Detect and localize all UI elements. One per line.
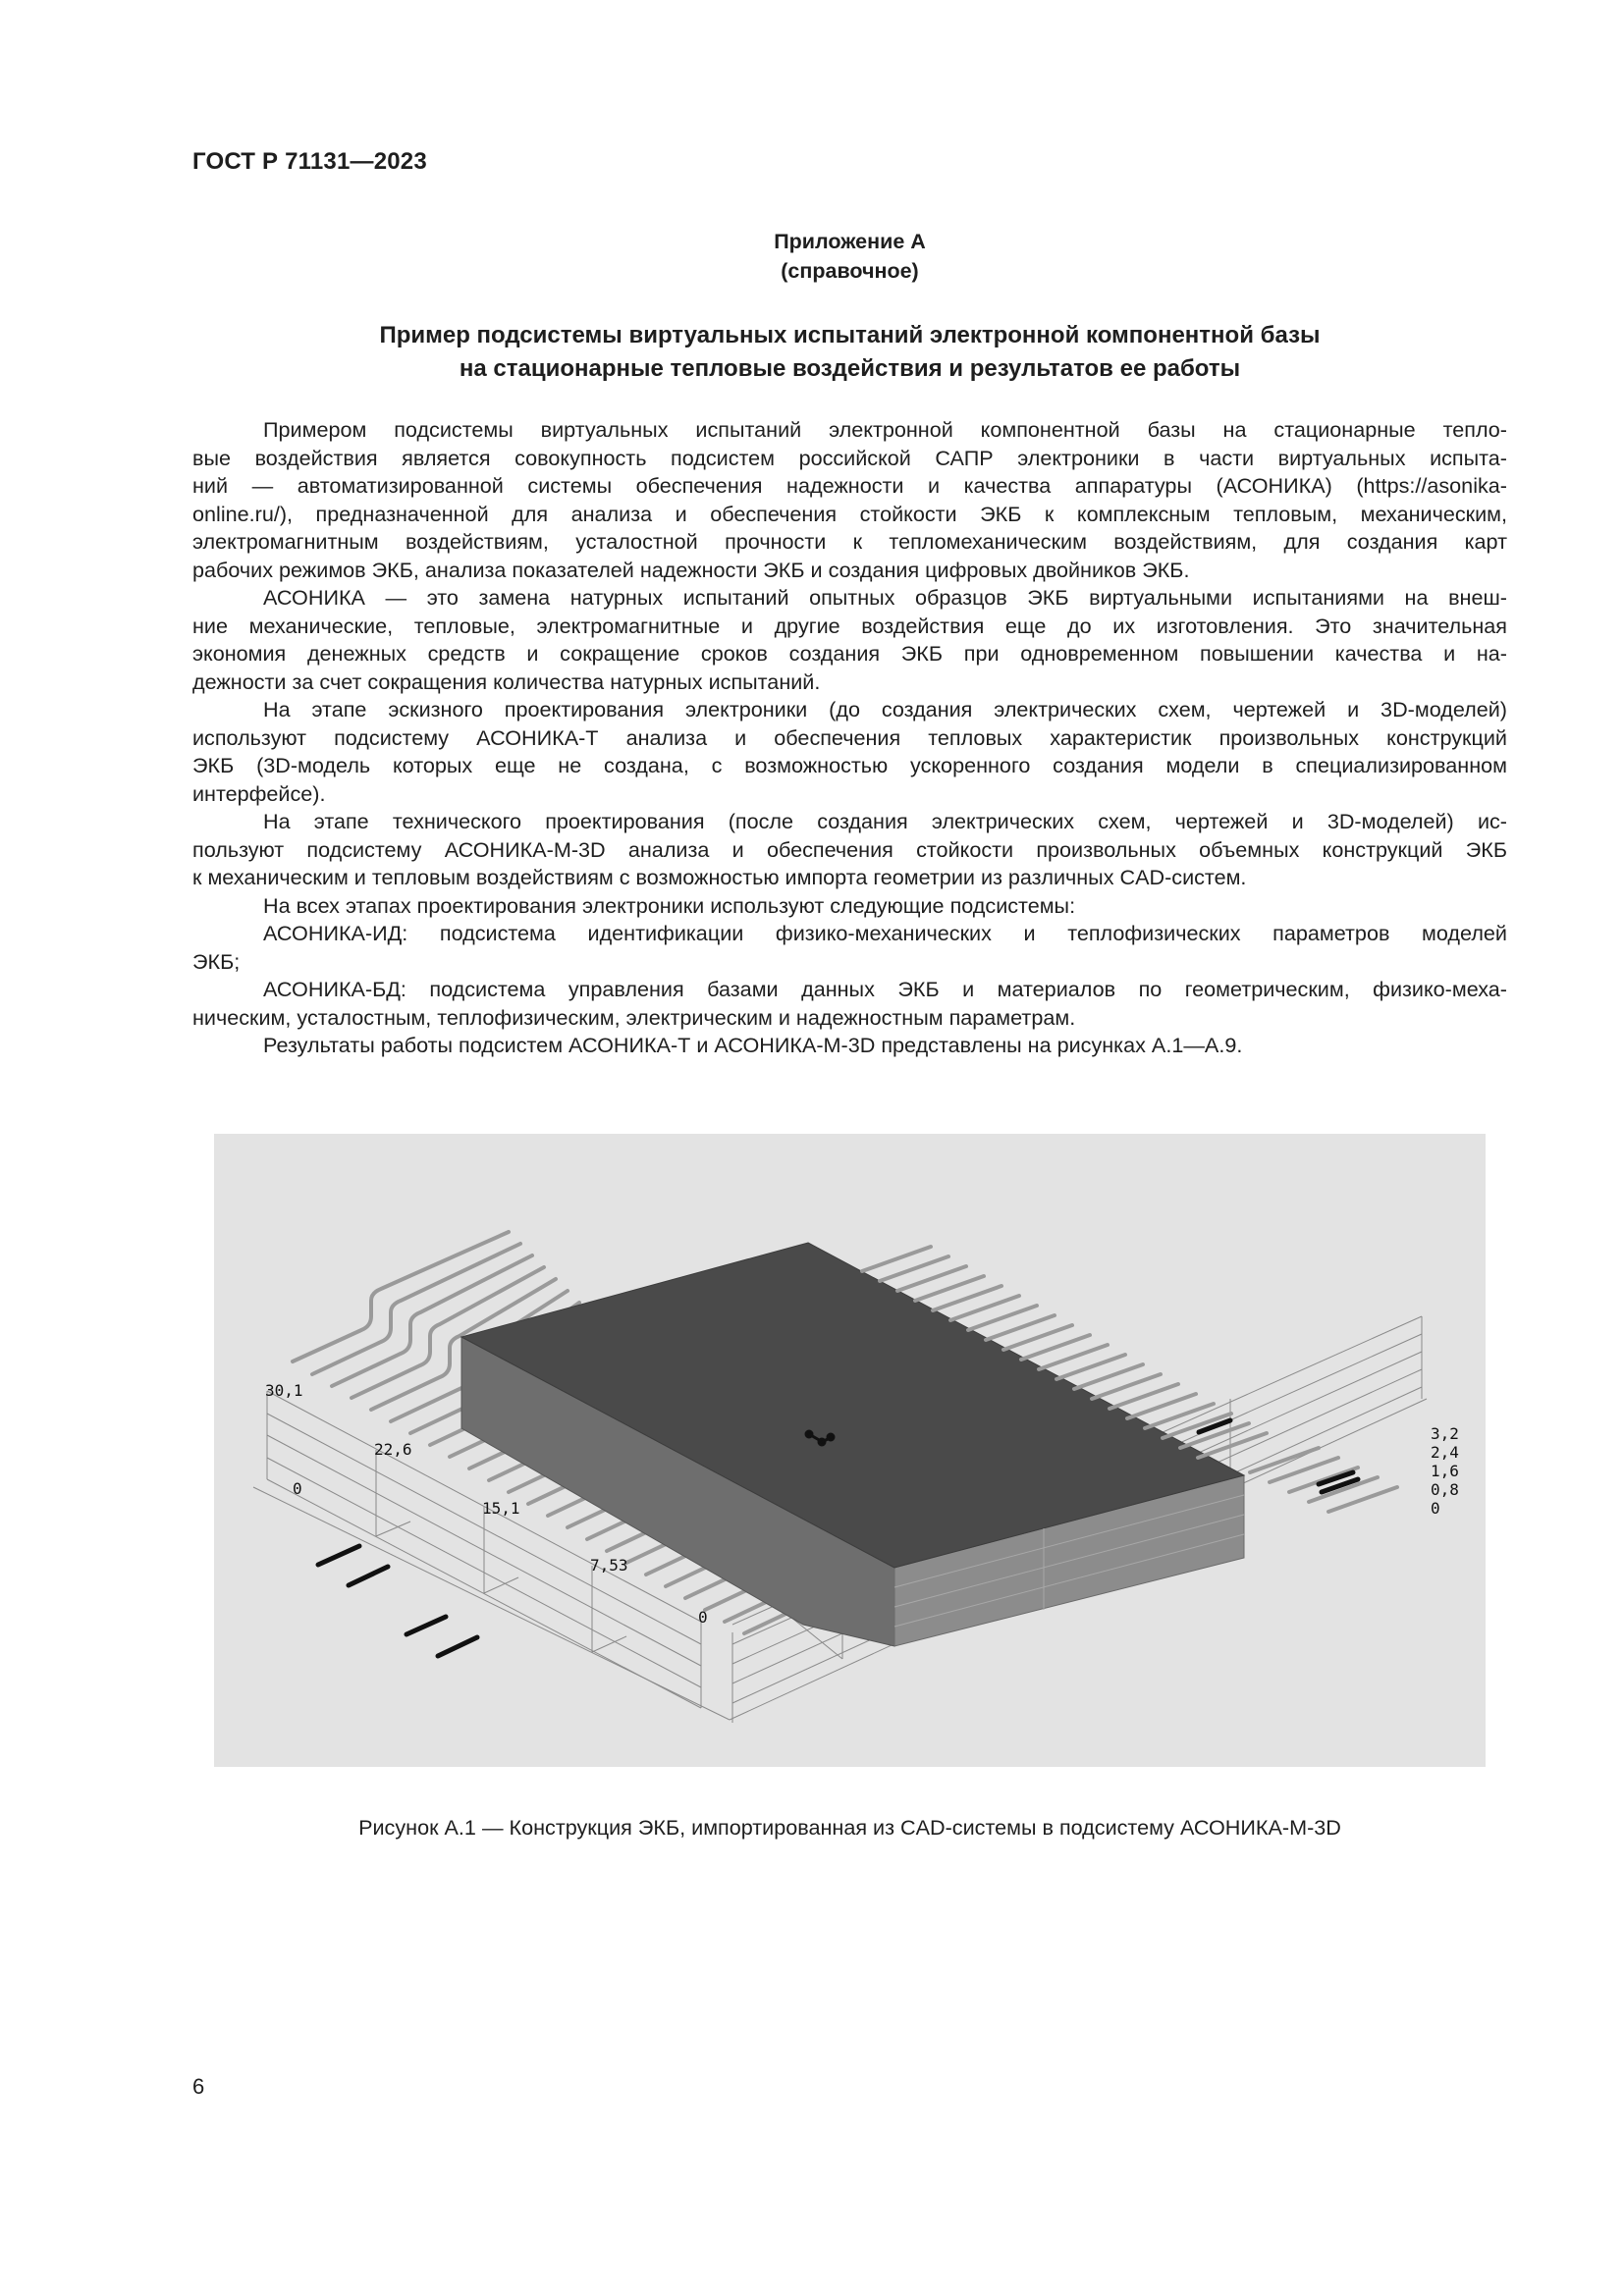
section-heading [192, 319, 1507, 386]
paragraph-line: На всех этапах проектирования электроники используют следующие подсистемы: [263, 892, 1076, 918]
right-axis-label: 3,2 [1431, 1424, 1459, 1443]
paragraph-line: online.ru/), предназначенной для анализа и обеспечения стойкости ЭКБ к комплексным тепловым, механическим, [192, 501, 1507, 526]
paragraph-line: ЭКБ (3D-модель которых еще не создана, с возможностью ускоренного создания модели в специализированном [192, 753, 1507, 777]
paragraph-line: ническим, усталостным, теплофизическим, электрическим и надежностным параметрам. [192, 1004, 1076, 1030]
left-axis-label: 22,6 [374, 1440, 412, 1459]
paragraph-line: АСОНИКА-ИД: подсистема идентификации физико-механических и теплофизических параметров моделей [263, 921, 1507, 945]
paragraph-line: используют подсистему АСОНИКА-Т анализа и обеспечения тепловых характеристик произвольных конструкций [192, 724, 1507, 750]
paragraph-line: АСОНИКА — это замена натурных испытаний опытных образцов ЭКБ виртуальными испытаниями на внеш- [263, 585, 1507, 610]
paragraph-line: ний — автоматизированной системы обеспечения надежности и качества аппаратуры (АСОНИКА) (https://asonika- [192, 473, 1507, 498]
paragraph-line: АСОНИКА-БД: подсистема управления базами данных ЭКБ и материалов по геометрическим, физико-меха- [263, 977, 1507, 1001]
left-axis-label: 30,1 [265, 1381, 303, 1400]
paragraph-line: Результаты работы подсистем АСОНИКА-Т и АСОНИКА-М-3D представлены на рисунках А.1—А.9. [263, 1033, 1243, 1057]
paragraph-line: электромагнитным воздействиям, усталостной прочности к тепломеханическим воздействиям, для создания карт [192, 529, 1507, 554]
figure-3d-model [214, 1134, 1486, 1767]
right-axis-label: 0 [1431, 1499, 1440, 1518]
body-text [192, 416, 1507, 1060]
paragraph-line: дежности за счет сокращения количества натурных испытаний. [192, 668, 821, 694]
paragraph-line: рабочих режимов ЭКБ, анализа показателей надежности ЭКБ и создания цифровых двойников ЭКБ. [192, 557, 1190, 582]
left-axis-label: 7,53 [590, 1556, 628, 1575]
page-number: 6 [192, 2074, 205, 2099]
paragraph-line: На этапе эскизного проектирования электроники (до создания электрических схем, чертежей и 3D-моделей) [263, 697, 1507, 721]
left-axis-label: 0 [698, 1608, 708, 1627]
paragraph-line: пользуют подсистему АСОНИКА-М-3D анализа и обеспечения стойкости произвольных объемных конструкций ЭКБ [192, 836, 1507, 862]
left-axis-label: 0 [293, 1479, 302, 1498]
standard-header: ГОСТ Р 71131—2023 [192, 148, 427, 175]
paragraph-line: На этапе технического проектирования (после создания электрических схем, чертежей и 3D-моделей) ис- [263, 809, 1507, 833]
paragraph-line: интерфейсе). [192, 780, 326, 806]
right-axis-label: 0,8 [1431, 1480, 1459, 1499]
figure-caption: Рисунок А.1 — Конструкция ЭКБ, импортированная из CAD-системы в подсистему АСОНИКА-М-3D [358, 1815, 1341, 1840]
right-axis-label: 1,6 [1431, 1462, 1459, 1480]
paragraph-line: Примером подсистемы виртуальных испытаний электронной компонентной базы на стационарные тепло- [263, 417, 1507, 442]
appendix-kind: (справочное) [781, 259, 919, 283]
paragraph-line: вые воздействия является совокупность подсистем российской САПР электроники в части виртуальных испыта- [192, 445, 1507, 470]
right-axis-label: 2,4 [1431, 1443, 1459, 1462]
paragraph-line: ЭКБ; [192, 948, 241, 974]
paragraph-line: экономия денежных средств и сокращение сроков создания ЭКБ при одновременном повышении качества и на- [192, 641, 1507, 666]
section-heading-line: на стационарные тепловые воздействия и результатов ее работы [459, 355, 1241, 382]
appendix-title: Приложение А [774, 230, 926, 253]
section-heading-line: Пример подсистемы виртуальных испытаний электронной компонентной базы [379, 322, 1321, 348]
left-axis-label: 15,1 [482, 1499, 520, 1518]
paragraph-line: ние механические, тепловые, электромагнитные и другие воздействия еще до их изготовления. Это значительная [192, 613, 1507, 638]
paragraph-line: к механическим и тепловым воздействиям с возможностью импорта геометрии из различных CAD-систем. [192, 865, 1247, 889]
